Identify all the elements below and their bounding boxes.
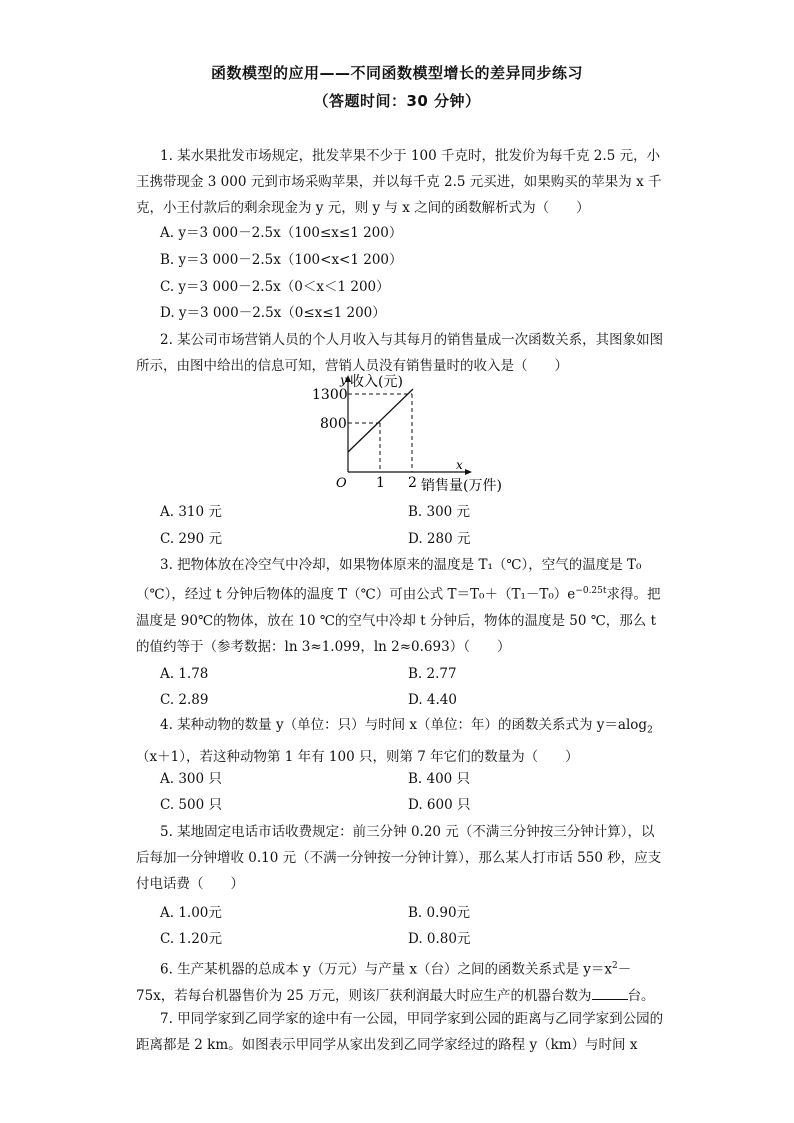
question-5-option-a: A. 1.00元: [160, 905, 222, 921]
question-5-text: 5. 某地固定电话市话收费规定：前三分钟 0.20 元（不满三分钟按三分钟计算），以后每加一分钟增收 0.10 元（不满一分钟按一分钟计算），那么某人打市话 550 秒，应支付电话费（ ）: [136, 824, 662, 892]
question-4-option-c: C. 500 只: [160, 797, 222, 813]
question-2-option-c: C. 290 元: [160, 531, 222, 547]
income-sales-graph: [300, 372, 530, 502]
question-3-exponent: −0.25t: [575, 586, 607, 596]
page-title: 函数模型的应用——不同函数模型增长的差异同步练习: [210, 64, 583, 82]
question-6-text: [136, 953, 666, 1009]
question-7-text: 7. 甲同学家到乙同学家的途中有一公园，甲同学家到公园的距离与乙同学家到公园的距离都是 2 km。如图表示甲同学从家出发到乙同学家经过的路程 y（km）与时间 x: [136, 1011, 664, 1053]
question-6-text-mid: －75x，若每台机器售价为 25 万元，则该厂获利润最大时应生产的机器台数为: [136, 961, 632, 1004]
question-1-option-b: B. y＝3 000－2.5x（100<x<1 200）: [160, 252, 403, 268]
graph-x-tick-1: 1: [376, 475, 385, 491]
question-4-option-a: A. 300 只: [160, 771, 222, 787]
graph-y-tick-800: 800: [320, 416, 347, 432]
graph-x-var: x: [456, 458, 463, 472]
graph-y-label: 收入(元): [350, 374, 403, 390]
question-5-option-c: C. 1.20元: [160, 931, 222, 947]
question-1-option-d: D. y＝3 000－2.5x（0≤x≤1 200）: [160, 305, 386, 321]
question-2-option-b: B. 300 元: [408, 504, 471, 520]
question-1-text: 1. 某水果批发市场规定，批发苹果不少于 100 千克时，批发价为每千克 2.5 元，小王携带现金 3 000 元到市场采购苹果，并以每千克 2.5 元买进，如果购买的苹果为 x 千克，小王付款后的剩余现金为 y 元，则 y 与 x 之间的函数解析式为（ ）: [136, 148, 662, 216]
question-5-option-b: B. 0.90元: [408, 905, 471, 921]
question-1-option-a: A. y＝3 000－2.5x（100≤x≤1 200）: [160, 225, 403, 241]
question-3-option-b: B. 2.77: [408, 666, 457, 682]
question-3-text-pre: 3. 把物体放在冷空气中冷却，如果物体原来的温度是 T₁（℃），空气的温度是 T₀（℃），经过 t 分钟后物体的温度 T（℃）可由公式 T＝T₀＋（T₁－T₀）e: [136, 557, 642, 603]
question-4-option-b: B. 400 只: [408, 771, 471, 787]
question-4-log-base: 2: [647, 725, 653, 736]
question-3-option-d: D. 4.40: [408, 692, 457, 708]
question-2-option-d: D. 280 元: [408, 531, 471, 547]
graph-y-tick-1300: 1300: [312, 387, 348, 403]
page-subtitle: （答题时间：30 分钟）: [313, 92, 481, 110]
question-3-option-c: C. 2.89: [160, 692, 209, 708]
question-2-option-a: A. 310 元: [160, 504, 222, 520]
question-4-text-post: （x＋1），若这种动物第 1 年有 100 只，则第 7 年它们的数量为（ ）: [136, 748, 579, 765]
question-3-text-post: 求得。把温度是 90℃的物体，放在 10 ℃的空气中冷却 t 分钟后，物体的温度是 50 ℃，那么 t 的值约等于（参考数据：ln 3≈1.099，ln 2≈0.693）（ ）: [136, 586, 661, 655]
question-6-power: 2: [612, 961, 618, 971]
graph-x-label: 销售量(万件): [421, 478, 502, 494]
graph-y-var: y: [340, 373, 347, 387]
question-6-text-post: 台。: [627, 987, 655, 1004]
question-6-answer-blank[interactable]: [592, 985, 628, 1000]
question-6-text-pre: 6. 生产某机器的总成本 y（万元）与产量 x（台）之间的函数关系式是 y＝x: [160, 961, 613, 978]
question-3-text: [136, 552, 666, 660]
question-5-option-d: D. 0.80元: [408, 931, 471, 947]
question-1-option-c: C. y＝3 000－2.5x（0＜x＜1 200）: [160, 279, 390, 295]
question-4-option-d: D. 600 只: [408, 797, 471, 813]
question-4-text: [136, 712, 666, 770]
graph-x-tick-2: 2: [408, 475, 417, 491]
question-2-text: 2. 某公司市场营销人员的个人月收入与其每月的销售量成一次函数关系，其图象如图所示，由图中给出的信息可知，营销人员没有销售量时的收入是（ ）: [136, 332, 664, 374]
question-3-option-a: A. 1.78: [160, 666, 209, 682]
graph-origin: O: [336, 476, 347, 491]
question-4-text-pre: 4. 某种动物的数量 y（单位：只）与时间 x（单位：年）的函数关系式为 y＝alog: [160, 717, 648, 733]
